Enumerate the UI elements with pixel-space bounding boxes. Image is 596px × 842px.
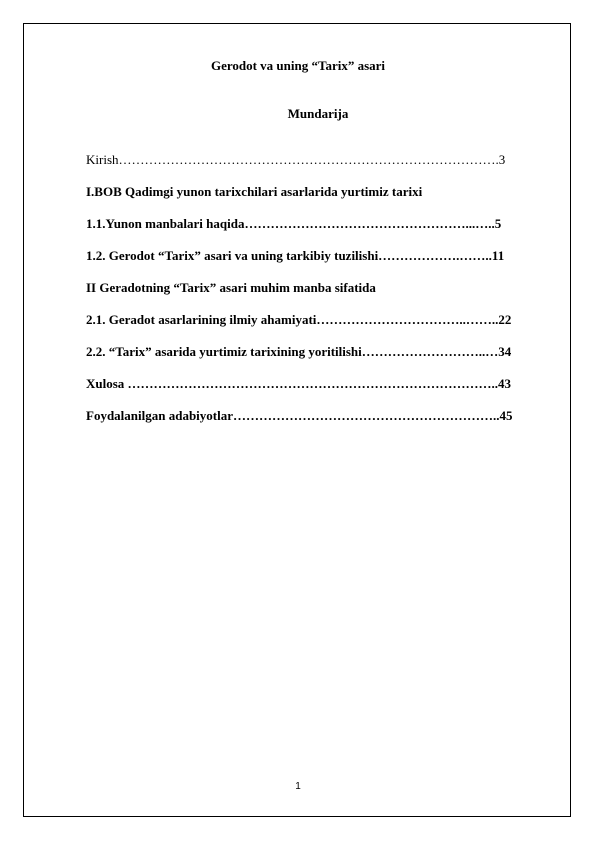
- toc-entry-section-2-1: 2.1. Geradot asarlarining ilmiy ahamiyati……………………………..……..22: [86, 312, 512, 327]
- table-of-contents: [86, 152, 556, 440]
- toc-entry-chapter-2: II Geradotning “Tarix” asari muhim manba sifatida: [86, 280, 376, 295]
- toc-entry-bibliography: Foydalanilgan adabiyotlar……………………………………………………..45: [86, 408, 513, 423]
- toc-entry-chapter-1: I.BOB Qadimgi yunon tarixchilari asarlarida yurtimiz tarixi: [86, 184, 423, 199]
- toc-heading: Mundarija: [287, 106, 349, 121]
- toc-entry-conclusion: Xulosa …………………………………………………………………………..43: [86, 376, 512, 391]
- toc-entry-section-1-1: 1.1.Yunon manbalari haqida……………………………………………...…..5: [86, 216, 502, 231]
- toc-entry-section-1-2: 1.2. Gerodot “Tarix” asari va uning tarkibiy tuzilishi……………….……..11: [86, 248, 505, 263]
- page-number: 1: [295, 781, 301, 792]
- toc-entry-introduction: Kirish…………………………………………………………………………….3: [86, 152, 506, 167]
- toc-entry-section-2-2: 2.2. “Tarix” asarida yurtimiz tarixining yoritilishi………………………..…34: [86, 344, 512, 359]
- document-title: Gerodot va uning “Tarix” asari: [210, 58, 386, 73]
